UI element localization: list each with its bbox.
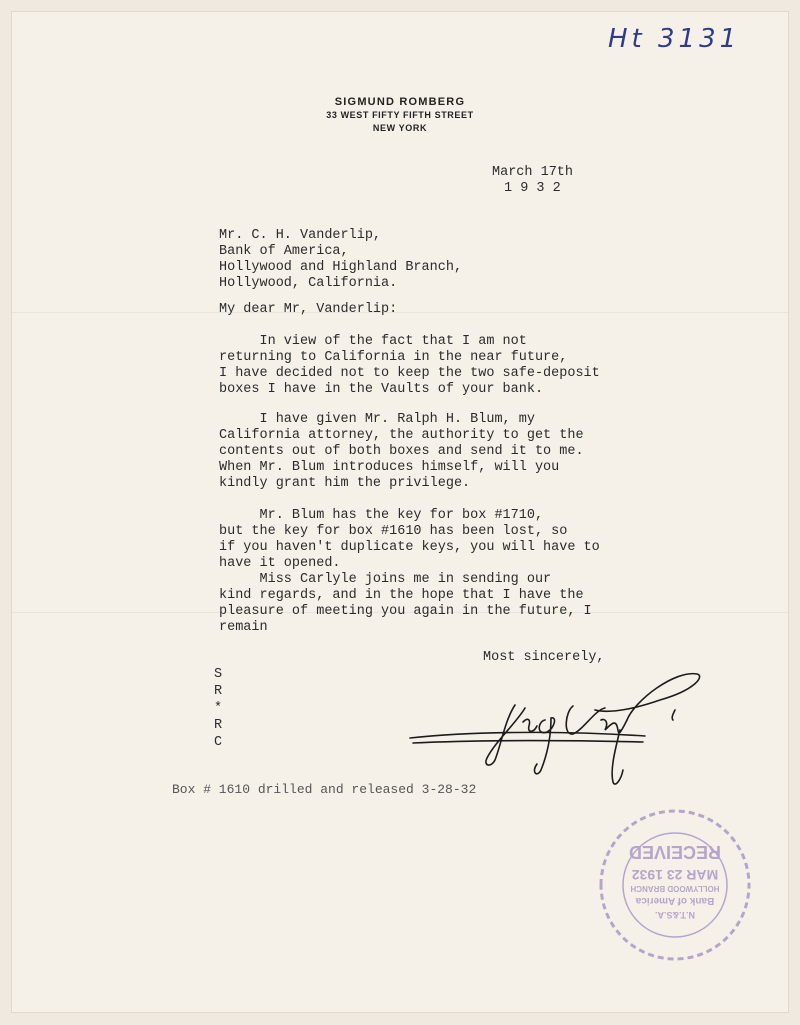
body-line: boxes I have in the Vaults of your bank.: [219, 382, 544, 397]
closing: Most sincerely,: [483, 650, 605, 665]
letterhead-city: NEW YORK: [372, 123, 428, 133]
body-line: kind regards, and in the hope that I have the: [219, 588, 584, 603]
body-line: I have decided not to keep the two safe-deposit: [219, 366, 600, 381]
address-line: Bank of America,: [219, 244, 349, 259]
date-line: March 17th: [492, 165, 574, 180]
signature: [405, 660, 705, 790]
stamp-branch: HOLLYWOOD BRANCH: [630, 884, 720, 893]
address-line: Hollywood and Highland Branch,: [219, 260, 463, 275]
typist-initials: [214, 666, 222, 751]
stamp-received: RECEIVED: [628, 842, 722, 862]
body-line: When Mr. Blum introduces himself, will you: [219, 460, 560, 475]
box-release-note: Box # 1610 drilled and released 3-28-32: [172, 782, 477, 797]
body-paragraph: [219, 508, 600, 572]
body-line: pleasure of meeting you again in the future, I: [219, 604, 592, 619]
salutation: My dear Mr, Vanderlip:: [219, 302, 398, 317]
letterhead-name: SIGMUND ROMBERG: [334, 96, 466, 108]
body-line: remain: [219, 620, 268, 635]
initial-char: R: [214, 718, 223, 733]
received-stamp: [590, 800, 760, 970]
letterhead: [300, 96, 500, 135]
recipient-address: [219, 228, 462, 292]
address-line: Mr. C. H. Vanderlip,: [219, 228, 382, 243]
letter-date: [492, 165, 573, 197]
body-line: California attorney, the authority to get the: [219, 428, 584, 443]
initial-char: C: [214, 735, 223, 750]
address-line: Hollywood, California.: [219, 276, 398, 291]
handwritten-note: Ht 3131: [608, 24, 741, 54]
body-paragraph: [219, 572, 592, 636]
body-line: I have given Mr. Ralph H. Blum, my: [219, 412, 535, 427]
stamp-bank: Bank of America: [635, 895, 715, 906]
initial-char: R: [214, 684, 223, 699]
body-line: Mr. Blum has the key for box #1710,: [219, 508, 544, 523]
body-line: In view of the fact that I am not: [219, 334, 527, 349]
stamp-org: N.T.&S.A.: [654, 910, 696, 920]
body-line: returning to California in the near future,: [219, 350, 568, 365]
body-line: have it opened.: [219, 556, 341, 571]
body-line: but the key for box #1610 has been lost, so: [219, 524, 568, 539]
body-paragraph: [219, 334, 600, 398]
initial-char: *: [214, 701, 223, 716]
body-line: Miss Carlyle joins me in sending our: [219, 572, 552, 587]
letterhead-address: 33 WEST FIFTY FIFTH STREET: [326, 110, 474, 120]
body-line: contents out of both boxes and send it to me.: [219, 444, 584, 459]
body-paragraph: [219, 412, 584, 492]
date-year: 1 9 3 2: [504, 181, 561, 196]
stamp-date: MAR 23 1932: [631, 867, 719, 883]
body-line: kindly grant him the privilege.: [219, 476, 471, 491]
body-line: if you haven't duplicate keys, you will have to: [219, 540, 600, 555]
fold-line: [12, 312, 788, 313]
initial-char: S: [214, 667, 223, 682]
